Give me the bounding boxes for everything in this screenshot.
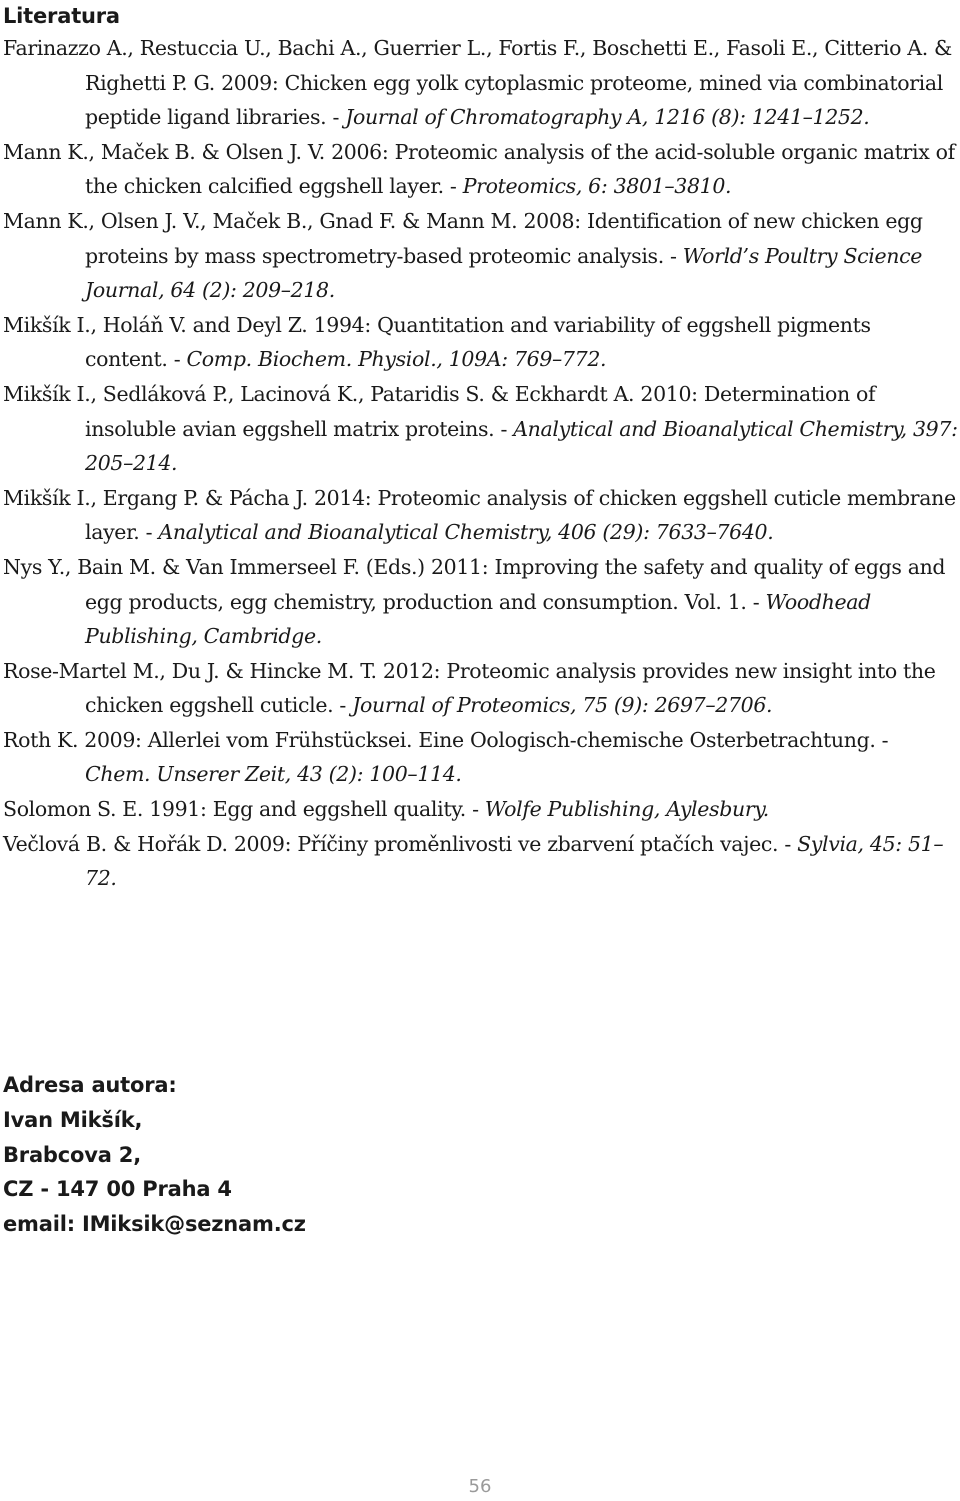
reference-text: Solomon S. E. 1991: Egg and eggshell quality. - <box>3 797 485 822</box>
reference-text: Mann K., Maček B. & Olsen J. V. 2006: Proteomic analysis of the acid-soluble organic matrix of the chicken calcified eggshell layer. - <box>3 139 955 199</box>
reference-item <box>3 481 958 550</box>
reference-text: Mikšík I., Holáň V. and Deyl Z. 1994: Quantitation and variability of eggshell pigments content. - <box>3 312 871 372</box>
reference-source: Chem. Unserer Zeit, 43 (2): 100–114. <box>85 762 462 787</box>
reference-source: Journal of Chromatography A, 1216 (8): 1241–1252. <box>345 105 870 130</box>
reference-text: Mann K., Olsen J. V., Maček B., Gnad F. & Mann M. 2008: Identification of new chicken egg proteins by mass spectrometry-based proteomic analysis. - <box>3 208 923 268</box>
address-city: CZ - 147 00 Praha 4 <box>3 1177 232 1202</box>
reference-item <box>3 308 958 377</box>
reference-text: Rose-Martel M., Du J. & Hincke M. T. 2012: Proteomic analysis provides new insight into the chicken eggshell cuticle. - <box>3 658 936 718</box>
reference-source: Wolfe Publishing, Aylesbury. <box>484 797 769 822</box>
reference-list <box>3 31 958 896</box>
reference-source: World’s Poultry Science Journal, 64 (2): 209–218. <box>85 243 923 303</box>
address-label: Adresa autora: <box>3 1073 177 1097</box>
author-email: email: IMiksik@seznam.cz <box>3 1212 306 1237</box>
address-street: Brabcova 2, <box>3 1142 142 1167</box>
reference-item <box>3 792 958 827</box>
reference-source: Analytical and Bioanalytical Chemistry, 397: 205–214. <box>85 416 958 476</box>
reference-item <box>3 31 958 135</box>
reference-item <box>3 827 958 896</box>
section-heading: Literatura <box>3 4 120 28</box>
reference-item <box>3 723 958 792</box>
reference-text: Nys Y., Bain M. & Van Immerseel F. (Eds.) 2011: Improving the safety and quality of eggs and egg products, egg chemistry, production and consumption. Vol. 1. - <box>3 554 946 614</box>
reference-text: Mikšík I., Sedláková P., Lacinová K., Pataridis S. & Eckhardt A. 2010: Determination of insoluble avian eggshell matrix proteins. - <box>3 381 876 441</box>
reference-text: Mikšík I., Ergang P. & Pácha J. 2014: Proteomic analysis of chicken eggshell cuticle membrane layer. - <box>3 485 956 545</box>
reference-item <box>3 377 958 481</box>
reference-source: Proteomics, 6: 3801–3810. <box>462 174 732 199</box>
reference-item <box>3 654 958 723</box>
reference-text: Roth K. 2009: Allerlei vom Frühstücksei. Eine Oologisch-chemische Osterbetrachtung. - <box>3 727 889 752</box>
reference-source: Comp. Biochem. Physiol., 109A: 769–772. <box>186 347 607 372</box>
author-name: Ivan Mikšík, <box>3 1107 143 1132</box>
reference-text: Večlová B. & Hořák D. 2009: Příčiny proměnlivosti ve zbarvení ptačích vajec. - <box>3 831 798 856</box>
reference-source: Analytical and Bioanalytical Chemistry, 406 (29): 7633–7640. <box>158 520 774 545</box>
reference-item <box>3 550 958 654</box>
author-address <box>3 1068 306 1242</box>
reference-item <box>3 204 958 308</box>
reference-source: Journal of Proteomics, 75 (9): 2697–2706. <box>352 693 773 718</box>
reference-source: Woodhead Publishing, Cambridge. <box>85 589 871 649</box>
reference-text: Farinazzo A., Restuccia U., Bachi A., Guerrier L., Fortis F., Boschetti E., Fasoli E., Citterio A. & Righetti P. G. 2009: Chicken egg yolk cytoplasmic proteome, mined via combinatorial peptide ligand libraries. - <box>3 36 952 130</box>
reference-source: Sylvia, 45: 51–72. <box>85 831 944 891</box>
page-number: 56 <box>468 1476 492 1497</box>
reference-item <box>3 135 958 204</box>
